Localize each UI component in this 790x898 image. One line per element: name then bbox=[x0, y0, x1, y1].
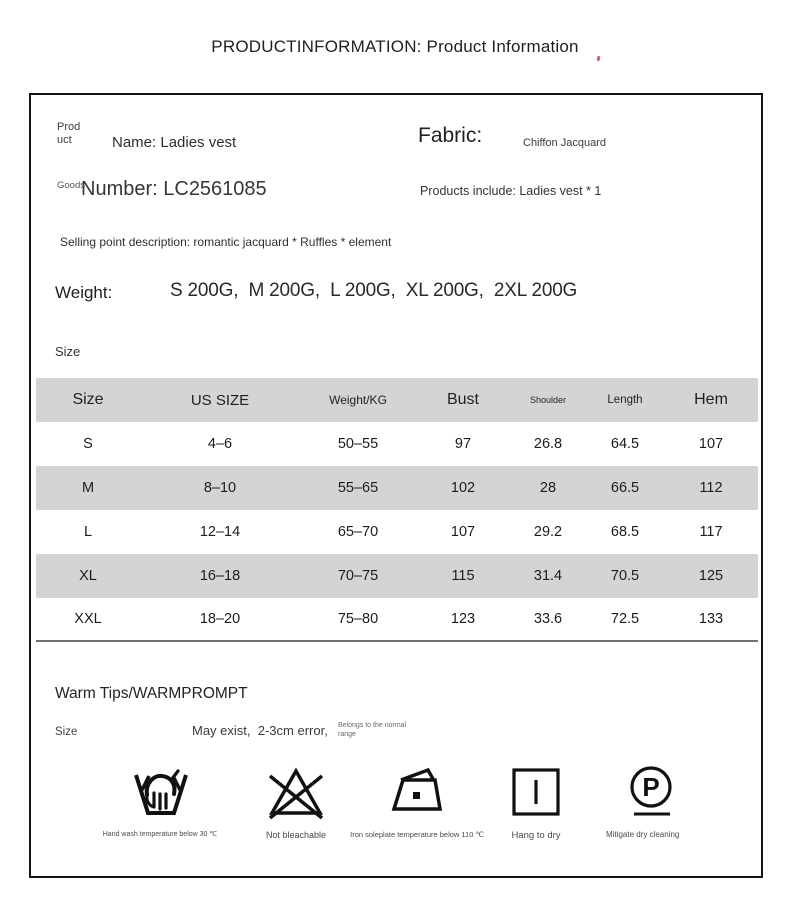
cell-weight: 75–80 bbox=[337, 611, 379, 627]
care-block-dry-clean bbox=[606, 763, 696, 840]
weight-label: Weight: bbox=[55, 283, 113, 302]
cell-hem: 112 bbox=[699, 480, 723, 496]
cell-size: S bbox=[83, 436, 93, 452]
cell-bust: 102 bbox=[450, 480, 476, 496]
products-include: Products include: Ladies vest * 1 bbox=[420, 184, 602, 198]
cell-bust: 115 bbox=[451, 568, 475, 584]
dry-clean-letter: P bbox=[642, 772, 660, 802]
size-table-header bbox=[36, 378, 758, 422]
cell-shoulder: 29.2 bbox=[533, 524, 563, 540]
hang-dry-icon bbox=[507, 763, 565, 821]
warm-tips-heading: Warm Tips/WARMPROMPT bbox=[55, 685, 248, 702]
size-table bbox=[36, 378, 758, 642]
cell-weight: 70–75 bbox=[337, 568, 379, 584]
red-speck-artifact bbox=[597, 56, 601, 62]
cell-size: M bbox=[81, 480, 95, 496]
cell-weight: 55–65 bbox=[337, 480, 379, 496]
cell-us-size: 4–6 bbox=[207, 436, 233, 452]
page-title: PRODUCTINFORMATION: Product Information bbox=[211, 37, 579, 56]
tip-note-small: Belongs to the normal range bbox=[338, 722, 407, 739]
cell-hem: 133 bbox=[698, 611, 724, 627]
size-section-label: Size bbox=[55, 344, 81, 359]
col-header-bust: Bust bbox=[446, 391, 479, 408]
cell-length: 66.5 bbox=[610, 480, 640, 496]
cell-us-size: 16–18 bbox=[199, 568, 241, 584]
cell-shoulder: 28 bbox=[539, 480, 557, 496]
cell-length: 70.5 bbox=[610, 568, 640, 584]
size-table-row-xxl bbox=[36, 598, 758, 642]
cell-hem: 125 bbox=[698, 568, 724, 584]
size-table-row-xl bbox=[36, 554, 758, 598]
product-name: Name: Ladies vest bbox=[112, 134, 237, 151]
care-caption: Iron soleplate temperature below 110 ℃ bbox=[350, 830, 484, 839]
cell-us-size: 18–20 bbox=[199, 611, 241, 627]
size-table-row-s bbox=[36, 422, 758, 466]
cell-hem: 107 bbox=[698, 436, 724, 452]
cell-length: 68.5 bbox=[610, 524, 640, 540]
col-header-hem: Hem bbox=[694, 391, 728, 408]
cell-shoulder: 33.6 bbox=[533, 611, 563, 627]
cell-us-size: 8–10 bbox=[203, 480, 237, 496]
weight-values: S 200G, M 200G, L 200G, XL 200G, 2XL 200G bbox=[170, 280, 578, 301]
care-caption: Mitigate dry cleaning bbox=[606, 830, 680, 839]
care-caption: Not bleachable bbox=[265, 830, 327, 840]
cell-hem: 117 bbox=[699, 524, 723, 540]
cell-size: L bbox=[83, 524, 93, 540]
cell-bust: 97 bbox=[454, 436, 472, 452]
fabric-value: Chiffon Jacquard bbox=[523, 137, 606, 149]
cell-bust: 107 bbox=[450, 524, 476, 540]
cell-us-size: 12–14 bbox=[199, 524, 241, 540]
goods-number: Number: LC2561085 bbox=[81, 178, 267, 200]
care-caption: Hang to dry bbox=[511, 830, 561, 841]
cell-shoulder: 26.8 bbox=[533, 436, 563, 452]
cell-weight: 65–70 bbox=[337, 524, 379, 540]
goods-label: Goods bbox=[57, 180, 85, 191]
size-table-row-l bbox=[36, 510, 758, 554]
hand-wash-icon bbox=[128, 763, 192, 821]
col-header-shoulder: Shoulder bbox=[529, 395, 567, 405]
cell-bust: 123 bbox=[450, 611, 476, 627]
col-header-size: Size bbox=[72, 391, 104, 408]
cell-weight: 50–55 bbox=[337, 436, 379, 452]
dry-clean-p-icon bbox=[621, 763, 681, 821]
col-header-weight: Weight/KG bbox=[329, 393, 387, 407]
care-caption: Hand wash temperature below 30 ℃ bbox=[102, 831, 218, 838]
product-info-box bbox=[29, 93, 763, 878]
selling-point: Selling point description: romantic jacquard * Ruffles * element bbox=[60, 235, 392, 249]
cell-length: 72.5 bbox=[610, 611, 640, 627]
cell-size: XXL bbox=[74, 611, 102, 627]
product-label: Product bbox=[57, 121, 81, 147]
cell-length: 64.5 bbox=[610, 436, 640, 452]
size-table-row-m bbox=[36, 466, 758, 510]
col-header-us-size: US SIZE bbox=[190, 391, 250, 409]
cell-shoulder: 31.4 bbox=[533, 568, 563, 584]
care-block-hang-dry bbox=[476, 763, 596, 841]
iron-low-icon bbox=[386, 763, 448, 821]
col-header-length: Length bbox=[607, 394, 643, 406]
tip-size-label: Size bbox=[55, 726, 78, 738]
tip-note: May exist, 2-3cm error, bbox=[192, 723, 328, 738]
fabric-label: Fabric: bbox=[418, 124, 483, 147]
cell-size: XL bbox=[79, 568, 97, 584]
